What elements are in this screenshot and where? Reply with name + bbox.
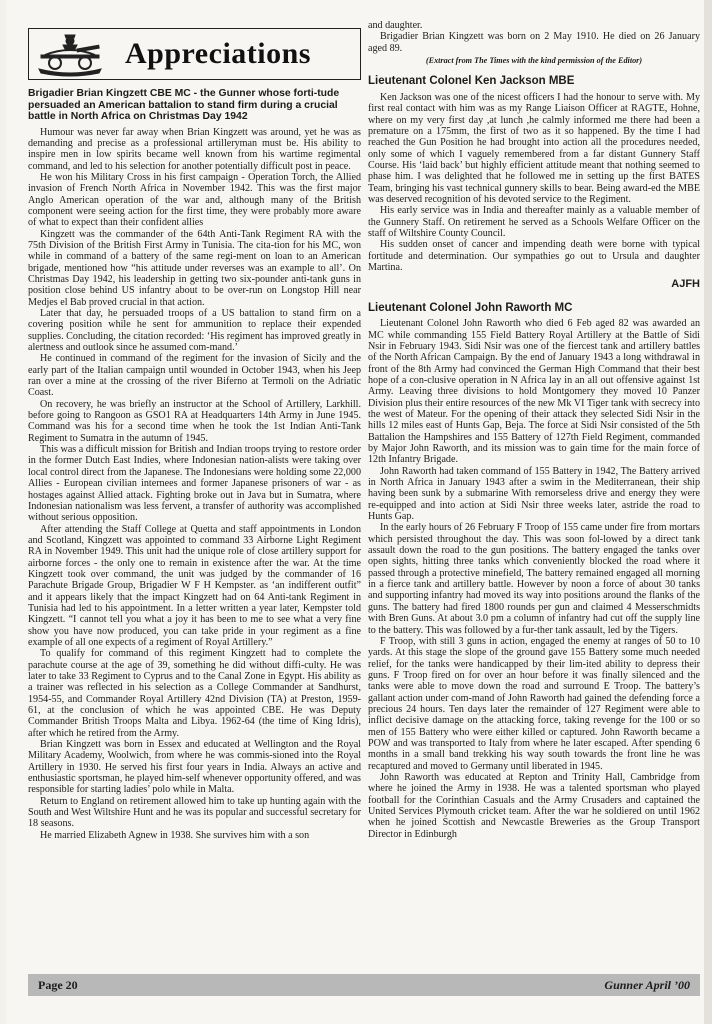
paragraph: John Raworth was educated at Repton and Trinity Hall, Cambridge from where he joined the Army in 1938. He was a talented sportsman who played football for the Corinthian Casuals and the Army Crusaders and captained the United Services Plymouth cricket team. After the war he soldiered on until 1962 when he joined Scottish and Newcastle Breweries as the Group Transport Director in Edinburgh [368,771,700,840]
article-credit: (Extract from The Times with the kind permission of the Editor) [425,56,643,66]
paragraph: John Raworth had taken command of 155 Battery in 1942, The Battery arrived in North Africa in January 1943 after a swim in the Mediterranean, their ship having been sunk by a submarine With remorseless drive and energy they were re-equipped and into action at Sidi Nsir three weeks later, astride the road to Hunts Gap. [368,465,700,523]
article-body-raworth [368,318,700,840]
section-banner [28,28,361,80]
article-body-kingzett [28,127,361,842]
paragraph: Brian Kingzett was born in Essex and educated at Wellington and the Royal Military Academy, Woolwich, from where he was commis-sioned into the Royal Artillery in 1930. He served his first four years in India. Always an active and enthusiastic sportsman, he played him-self whenever opportunity offered, and was responsible for starting ladies’ polo while in Malta. [28,739,361,796]
paragraph: He continued in command of the regiment for the invasion of Sicily and the early part of the Italian campaign until wounded in October 1943, when his Jeep ran over a mine at the crossing of the river Biferno at Termoli on the Adriatic Coast. [28,353,361,399]
left-column [28,28,361,841]
page-number: Page 20 [38,977,78,992]
paragraph: He won his Military Cross in his first campaign - Operation Torch, the Allied invasion of French North Africa in November 1942. This was the first major Anglo American operation of the war and, although many of the British component were seeing action for the first time, they were probably more aware of what to expect than their confident allies [28,171,361,229]
page-edge [704,0,712,1024]
paragraph: Ken Jackson was one of the nicest officers I had the honour to serve with. My first real contact with him was as my Range Liaison Officer at RAGTE, Hohne, where on my very first day ,at lunch ,he calmly informed me there had been a premature on a 175mm, the first of two as it so happened. By the time I had reached the Gun Position he had brought into action all the procedures needed, only some of which I vaguely remembered from a far distant Gunnery Staff Course. His ‘laid back’ but highly efficient attitude meant that nothing seemed to phase him. I was delighted that he followed me in setting up the first BATES Team, bringing his vast technical gunnery skills to bear. Being award-ed the MBE was deserved recognition of his devoted service to the Regiment. [368,91,700,205]
paragraph: Kingzett was the commander of the 64th Anti-Tank Regiment RA with the 75th Division of the British First Army in Tunisia. The cita-tion for his MC, won while in command of a battery of the same regi-ment on loan to an American brigade, mentioned how “his attitude under reverses was an example to all’. On Christmas Day 1942, his leadership in getting two six-pounder anti-tank guns in position close behind US infantry about to be over-run on Longstop Hill near Medjes el Bab proved crucial in that action. [28,228,361,308]
royal-artillery-crest-icon [35,31,105,77]
paragraph: Brigadier Brian Kingzett was born on 2 May 1910. He died on 26 January aged 89. [368,31,700,54]
paragraph: To qualify for command of this regiment Kingzett had to complete the parachute course at the age of 39, something he did without diffi-culty. He was later to take 33 Regiment to Cyprus and to the Canal Zone in Egypt. His ability as a trainer was reflected in his selection as a College Commander at Sandhurst, 1954-55, and Commander Royal Artillery 42nd Division (TA) at Preston, 1959-61, at the conclusion of which he was appointed CBE. He was Deputy Commander British Troops Malta and Libya. 1962-64 (the time of King Idris), after which he retired from the Army. [28,648,361,739]
paragraph: F Troop, with still 3 guns in action, engaged the enemy at ranges of 50 to 10 yards. At this stage the slope of the ground gave 155 Battery some much needed relief, for the tanks were handicapped by their lim-ited ability to depress their guns. F Troop fired on for over an hour before it was finally silenced and the tanks were able to move down the road and surround E Troop. The battery’s gallant action under com-mand of John Raworth had gained the defending force a precious 24 hours. Ten days later the remainder of 127 Regiment were able to inflict decisive damage on the attacking force, taking revenge for the 100 or so men of 155 Battery who were either killed or captured. John Raworth became a POW and was transported to Italy from where he later escaped. After spending 6 months in a small band trekking his way south towards the front line he was recaptured and moved to Germany until liberated in 1945. [368,635,700,772]
right-column [368,20,700,840]
author-signature: AJFH [671,278,700,291]
paragraph: Return to England on retirement allowed him to take up hunting again with the South and West Wiltshire Hunt and he was its popular and successful secretary for 18 seasons. [28,795,361,830]
article-title-raworth: Lieutenant Colonel John Raworth MC [368,301,573,314]
article-title-kingzett: Brigadier Brian Kingzett CBE MC - the Gunner whose forti-tude persuaded an American battalion to stand firm during a crucial battle in North Africa on Christmas Day 1942 [28,88,340,122]
article-title-jackson: Lieutenant Colonel Ken Jackson MBE [368,75,575,88]
paragraph: Lieutenant Colonel John Raworth who died 6 Feb aged 82 was awarded an MC while commanding 155 Field Battery Royal Artillery at the Battle of Sidi Nsir in February 1943. Sidi Nsir was one of the fiercest tank and artillery battles of the North African Campaign. By the end of January 1943 a long withdrawal in front of the 8th Army had convinced the German High Command that their best hope of a con-clusive operation in N Africa lay in an all out offensive against 1st Army. Leaving three divisions to hold Montgomery they moved 10 Panzer Division plus their entire resources of the new Mk VI Tiger tank with secrecy into the west of Mateur. For the opening of their attack they selected Sidi Nsir in the hills 12 miles east of Hunts Gap, Beja. The force at Sidi Nsir consisted of the 5th Battalion the Hampshires and 155 Battery of 127th Field Regiment, commanded by Major John Raworth, and its mission was to gain time for the main force of 12th Infantry Brigade. [368,318,700,466]
paragraph: In the early hours of 26 February F Troop of 155 came under fire from mortars which persisted throughout the day. This was soon fol-lowed by a direct tank assault down the road to the gun positions. The battery engaged the tanks over open sights, hitting three tanks which conveniently blocked the road where it passed through a protective minefield, The battery remained engaged all morning in a fierce tank and artillery battle. However by noon a force of about 30 tanks and supporting infantry had moved its way into positions around the flanks of the guns. The battery had fired 1800 rounds per gun and claimed 4 Messerschmidts with Bren Guns. At about 3.0 pm a column of infantry had cut off the supply line to the battery. This was followed by a fur-ther tank assault, led by the Tigers. [368,522,700,636]
section-title: Appreciations [125,37,311,71]
paragraph: Later that day, he persuaded troops of a US battalion to stand firm on a covering position while he sent for ammunition to replace their expended supplies. Concluding, the citation recorded: ‘His regiment has improved greatly in alertness and outlook since he assumed com-mand.’ [28,308,361,354]
paragraph: and daughter. [368,20,423,31]
paragraph: After attending the Staff College at Quetta and staff appointments in London and Scotland, Kingzett was appointed to command 33 Airborne Light Regiment RA in November 1949. This unit had the unique role of close artillery support for airborne forces - the only one to remain in existence after the war. At the time Kingzett took over command, the unit was judged by the commander of 16 Parachute Brigade Group, Brigadier W F H Kempster. as ‘an indifferent outfit” and it appears likely that the impact Kingzett had on 64 Anti-tank Regiment in Tunisia had led to his appointment. In a letter written a year later, Kempster told Kingzett. “I cannot tell you what a joy it has been to me to see what a very fine show you have now produced, you can take pride in your regiment as a fine example of all one expects of a regiment of Royal Artillery.” [28,523,361,648]
paragraph: He married Elizabeth Agnew in 1938. She survives him with a son [40,829,310,841]
article-body-jackson [368,92,700,291]
magazine-page [6,0,706,1024]
paragraph: His sudden onset of cancer and impending death were borne with typical fortitude and determination. Our sympathies go out to Ursula and daughter Martina. [368,239,700,274]
issue-label: Gunner April ’00 [604,977,690,992]
article-continuation-kingzett [368,20,700,66]
paragraph: His early service was in India and thereafter mainly as a valuable member of the Gunnery Staff. On retirement he served as a Schools Welfare Officer on the staff of Wiltshire County Council. [368,205,700,239]
paragraph: On recovery, he was briefly an instructor at the School of Artillery, Larkhill. before going to Rangoon as GSO1 RA at Headquarters 14th Army in June 1945. Command was his for a second time when he took the 1st Indian Anti-Tank Regiment to Sumatra in the autumn of 1945. [28,398,361,444]
paragraph: This was a difficult mission for British and Indian troops trying to restore order in the former Dutch East Indies, where Indonesian nation-alists were taking over local control direct from the Japanese. The Indonesians were holding some 22,000 Allies - European civilian internees and former Japanese prisoners of war - as hostages against Allied attack. Fighting broke out in Java but in Sumatra, where Indonesian nationalism was less fervent, a transfer of authority was accomplished without serious opposition. [28,444,361,524]
paragraph: Humour was never far away when Brian Kingzett was around, yet he was as demanding and precise as a professional artilleryman must be. His ability to inspire men in low spirits became well known from his wartime regimental command, and led to his selection for another potentially difficult post in peace. [28,126,361,172]
page-footer [28,974,700,996]
